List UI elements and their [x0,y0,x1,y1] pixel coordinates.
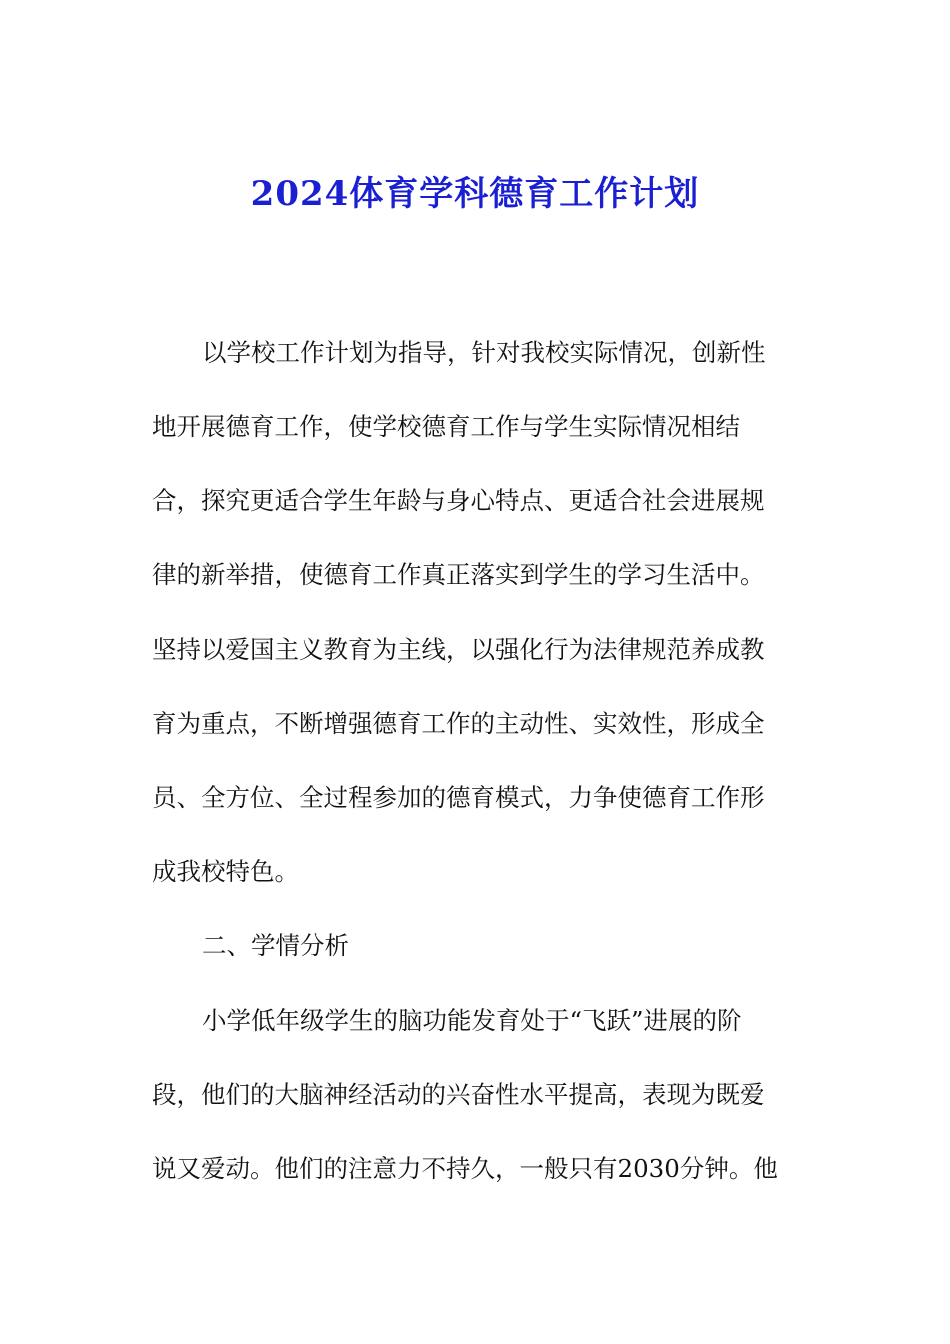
text-line: 员、全方位、全过程参加的德育模式，力争使德育工作形 [152,783,765,812]
text-line: 段，他们的大脑神经活动的兴奋性水平提高，表现为既爱 [152,1080,765,1109]
text-line: 律的新举措，使德育工作真正落实到学生的学习生活中。 [152,560,765,589]
text-line: 说又爱动。他们的注意力不持久，一般只有2030分钟。他 [152,1154,778,1183]
text-line: 地开展德育工作，使学校德育工作与学生实际情况相结 [152,412,740,441]
text-line: 小学低年级学生的脑功能发育处于“飞跃”进展的阶 [202,1006,742,1035]
text-line: 成我校特色。 [152,857,299,886]
text-line: 合，探究更适合学生年龄与身心特点、更适合社会进展规 [152,486,765,515]
text-line: 育为重点，不断增强德育工作的主动性、实效性，形成全 [152,709,765,738]
section-heading: 二、学情分析 [202,931,349,960]
text-line: 以学校工作计划为指导，针对我校实际情况，创新性 [202,338,766,367]
document-title: 2024体育学科德育工作计划 [250,174,700,214]
text-line: 坚持以爱国主义教育为主线，以强化行为法律规范养成教 [152,635,765,664]
